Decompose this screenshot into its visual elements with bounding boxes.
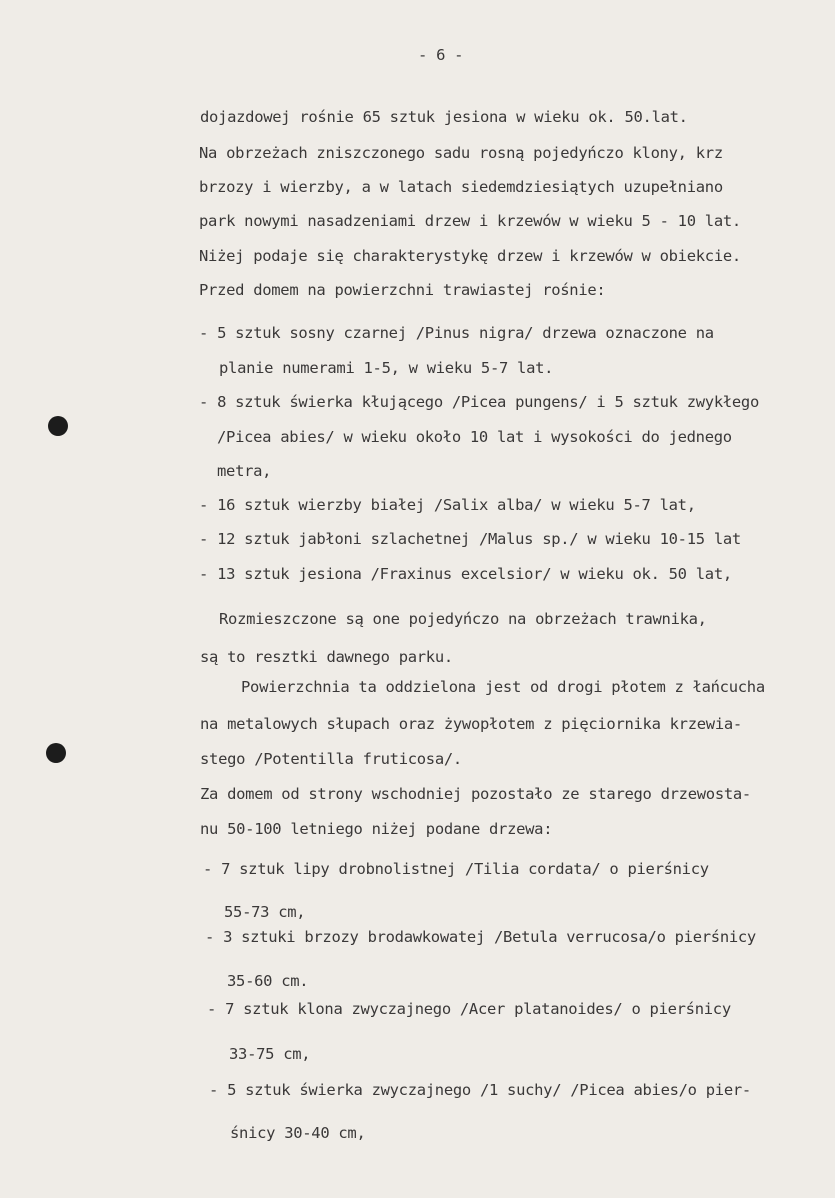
text-line: na metalowych słupach oraz żywopłotem z pięciornika krzewia- [200, 715, 742, 733]
list-item: - 8 sztuk świerka kłującego /Picea pungens/ i 5 sztuk zwykłego [199, 393, 759, 411]
list-item: - 16 sztuk wierzby białej /Salix alba/ w wieku 5-7 lat, [199, 496, 696, 514]
list-item: - 12 sztuk jabłoni szlachetnej /Malus sp./ w wieku 10-15 lat [199, 530, 741, 548]
text-line: stego /Potentilla fruticosa/. [200, 750, 462, 768]
text-line: Przed domem na powierzchni trawiastej rośnie: [199, 281, 606, 299]
punch-hole-bottom [46, 743, 66, 763]
list-item-continuation: planie numerami 1-5, w wieku 5-7 lat. [219, 359, 554, 377]
list-item-continuation: 55-73 cm, [224, 903, 306, 921]
list-item-continuation: metra, [217, 462, 272, 480]
list-item: - 13 sztuk jesiona /Fraxinus excelsior/ w wieku ok. 50 lat, [199, 565, 732, 583]
text-line: Na obrzeżach zniszczonego sadu rosną pojedyńczo klony, krz [199, 144, 723, 162]
text-line: dojazdowej rośnie 65 sztuk jesiona w wieku ok. 50.lat. [200, 108, 688, 126]
list-item: - 5 sztuk sosny czarnej /Pinus nigra/ drzewa oznaczone na [199, 324, 714, 342]
list-item: - 5 sztuk świerka zwyczajnego /1 suchy/ /Picea abies/o pier- [209, 1081, 751, 1099]
list-item-continuation: śnicy 30-40 cm, [230, 1124, 366, 1142]
text-line: Niżej podaje się charakterystykę drzew i krzewów w obiekcie. [199, 247, 741, 265]
list-item-continuation: 35-60 cm. [227, 972, 309, 990]
text-line: brzozy i wierzby, a w latach siedemdziesiątych uzupełniano [199, 178, 723, 196]
list-item-continuation: 33-75 cm, [229, 1045, 311, 1063]
text-line: Za domem od strony wschodniej pozostało ze starego drzewosta- [200, 785, 751, 803]
list-item: - 7 sztuk klona zwyczajnego /Acer platanoides/ o pierśnicy [207, 1000, 731, 1018]
page-number: - 6 - [418, 46, 464, 64]
paragraph-start: Powierzchnia ta oddzielona jest od drogi płotem z łańcucha [241, 678, 765, 696]
text-line: są to resztki dawnego parku. [200, 648, 453, 666]
text-line: Rozmieszczone są one pojedyńczo na obrzeżach trawnika, [219, 610, 707, 628]
punch-hole-top [48, 416, 68, 436]
text-line: nu 50-100 letniego niżej podane drzewa: [200, 820, 553, 838]
text-line: park nowymi nasadzeniami drzew i krzewów w wieku 5 - 10 lat. [199, 212, 741, 230]
list-item-continuation: /Picea abies/ w wieku około 10 lat i wysokości do jednego [217, 428, 732, 446]
list-item: - 3 sztuki brzozy brodawkowatej /Betula verrucosa/o pierśnicy [205, 928, 756, 946]
list-item: - 7 sztuk lipy drobnolistnej /Tilia cordata/ o pierśnicy [203, 860, 709, 878]
